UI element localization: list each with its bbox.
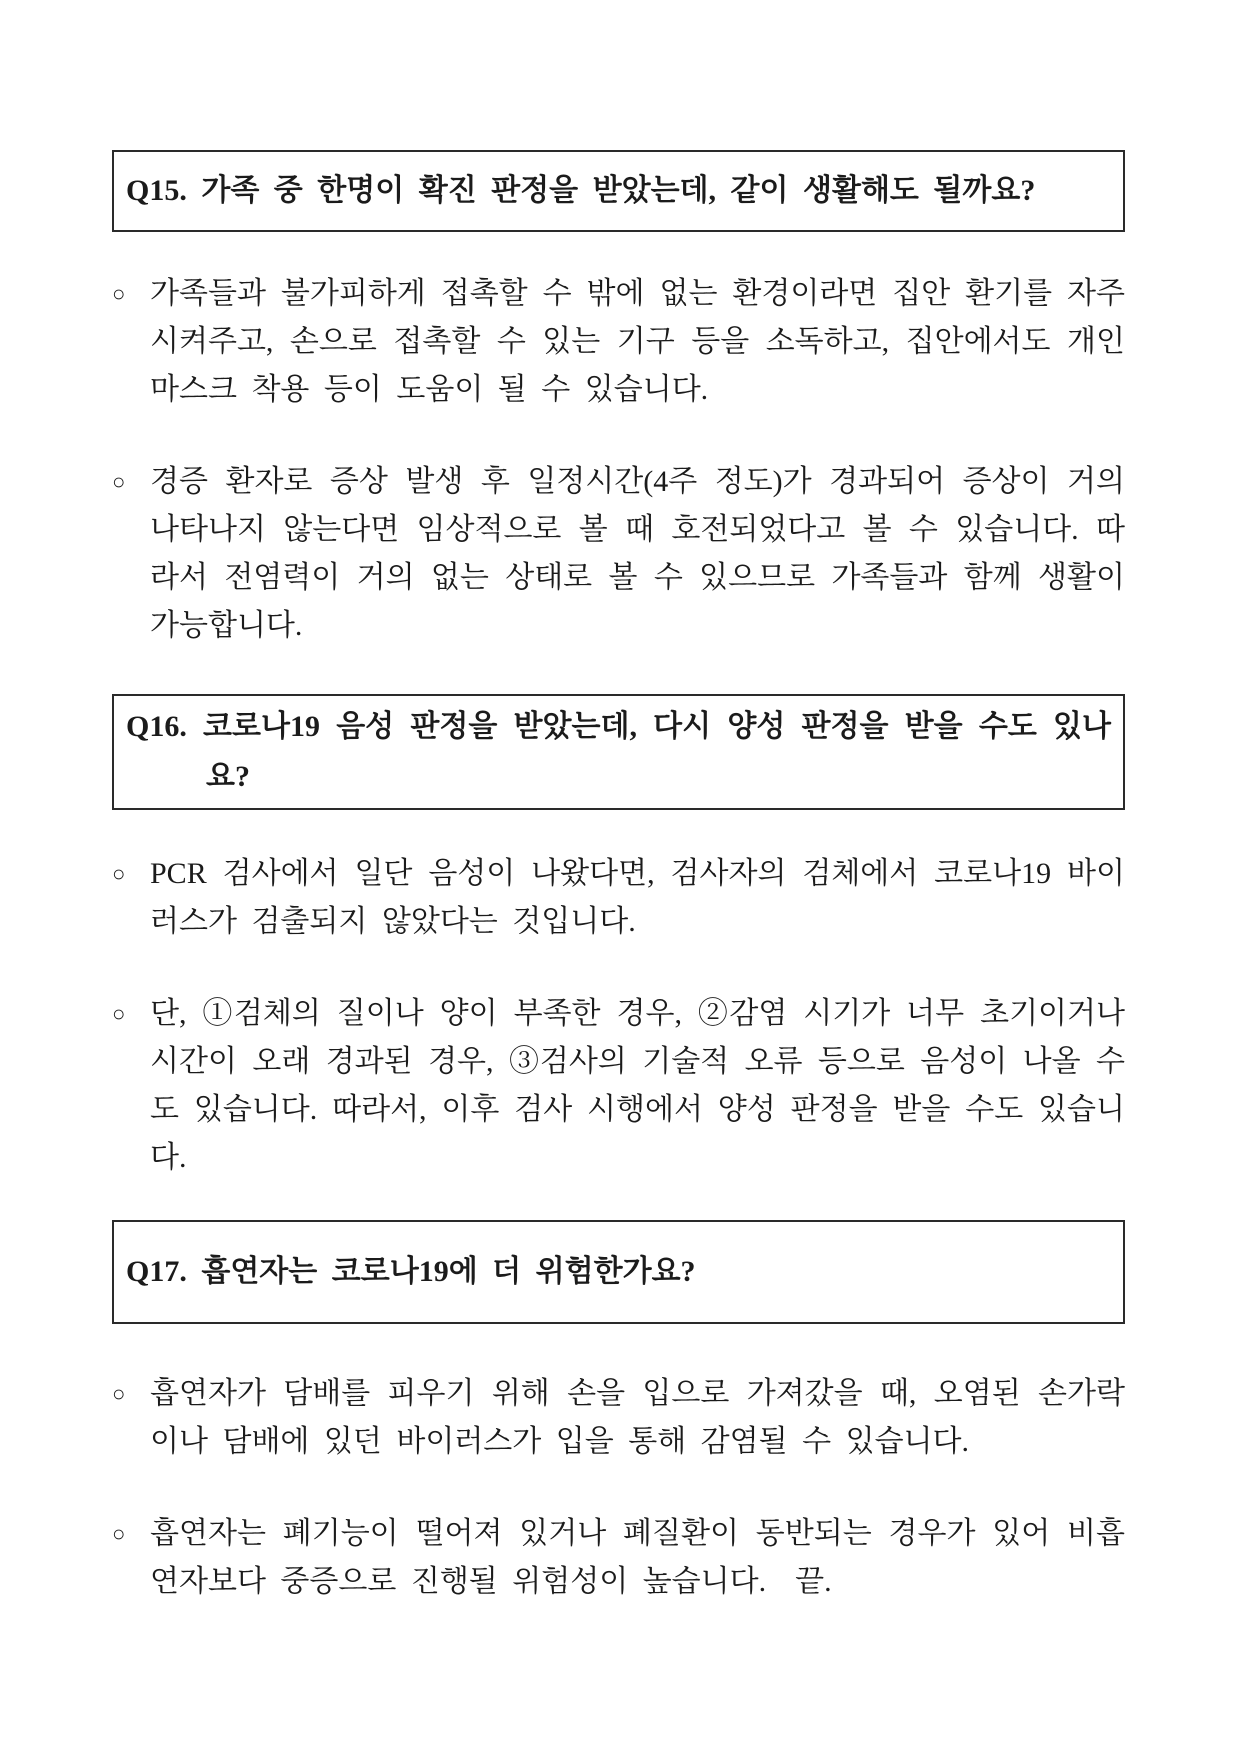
answer-bullet-q15-1 xyxy=(112,270,1125,414)
answer-bullet-q15-2 xyxy=(112,458,1125,650)
circle-bullet-icon: ○ xyxy=(112,1381,126,1406)
answer-text-q15-1: 가족들과 불가피하게 접촉할 수 밖에 없는 환경이라면 집안 환기를 자주 시켜주고, 손으로 접촉할 수 있는 기구 등을 소독하고, 집안에서도 개인 마스크 착용 등이 도움이 될 수 있습니다. xyxy=(150,277,1125,406)
question-box-q17 xyxy=(112,1220,1125,1324)
question-heading-q15: Q15. 가족 중 한명이 확진 판정을 받았는데, 같이 생활해도 될까요? xyxy=(126,174,1036,207)
circle-bullet-icon: ○ xyxy=(112,861,126,886)
circle-bullet-icon: ○ xyxy=(112,1001,126,1026)
answer-bullet-q17-1 xyxy=(112,1370,1125,1466)
answer-text-q17-1: 흡연자가 담배를 피우기 위해 손을 입으로 가져갔을 때, 오염된 손가락이나 담배에 있던 바이러스가 입을 통해 감염될 수 있습니다. xyxy=(150,1377,1125,1458)
answer-bullet-q17-2 xyxy=(112,1510,1125,1606)
circle-bullet-icon: ○ xyxy=(112,281,126,306)
circle-bullet-icon: ○ xyxy=(112,1521,126,1546)
answer-text-q17-2: 흡연자는 폐기능이 떨어져 있거나 폐질환이 동반되는 경우가 있어 비흡연자보다 중증으로 진행될 위험성이 높습니다. 끝. xyxy=(150,1517,1125,1598)
answer-text-q16-2: 단, ①검체의 질이나 양이 부족한 경우, ②감염 시기가 너무 초기이거나 시간이 오래 경과된 경우, ③검사의 기술적 오류 등으로 음성이 나올 수도 있습니다. 따라서, 이후 검사 시행에서 양성 판정을 받을 수도 있습니다. xyxy=(150,997,1125,1174)
question-heading-q17: Q17. 흡연자는 코로나19에 더 위험한가요? xyxy=(126,1255,696,1288)
question-box-q16 xyxy=(112,694,1125,810)
question-box-q15 xyxy=(112,150,1125,232)
answer-bullet-q16-2 xyxy=(112,990,1125,1182)
circle-bullet-icon: ○ xyxy=(112,469,126,494)
answer-text-q15-2: 경증 환자로 증상 발생 후 일정시간(4주 정도)가 경과되어 증상이 거의 나타나지 않는다면 임상적으로 볼 때 호전되었다고 볼 수 있습니다. 따라서 전염력이 거의 없는 상태로 볼 수 있으므로 가족들과 함께 생활이 가능합니다. xyxy=(150,465,1125,642)
question-heading-q16: Q16. 코로나19 음성 판정을 받았는데, 다시 양성 판정을 받을 수도 있나요? xyxy=(126,710,1111,793)
answer-text-q16-1: PCR 검사에서 일단 음성이 나왔다면, 검사자의 검체에서 코로나19 바이러스가 검출되지 않았다는 것입니다. xyxy=(150,857,1125,938)
answer-bullet-q16-1 xyxy=(112,850,1125,946)
